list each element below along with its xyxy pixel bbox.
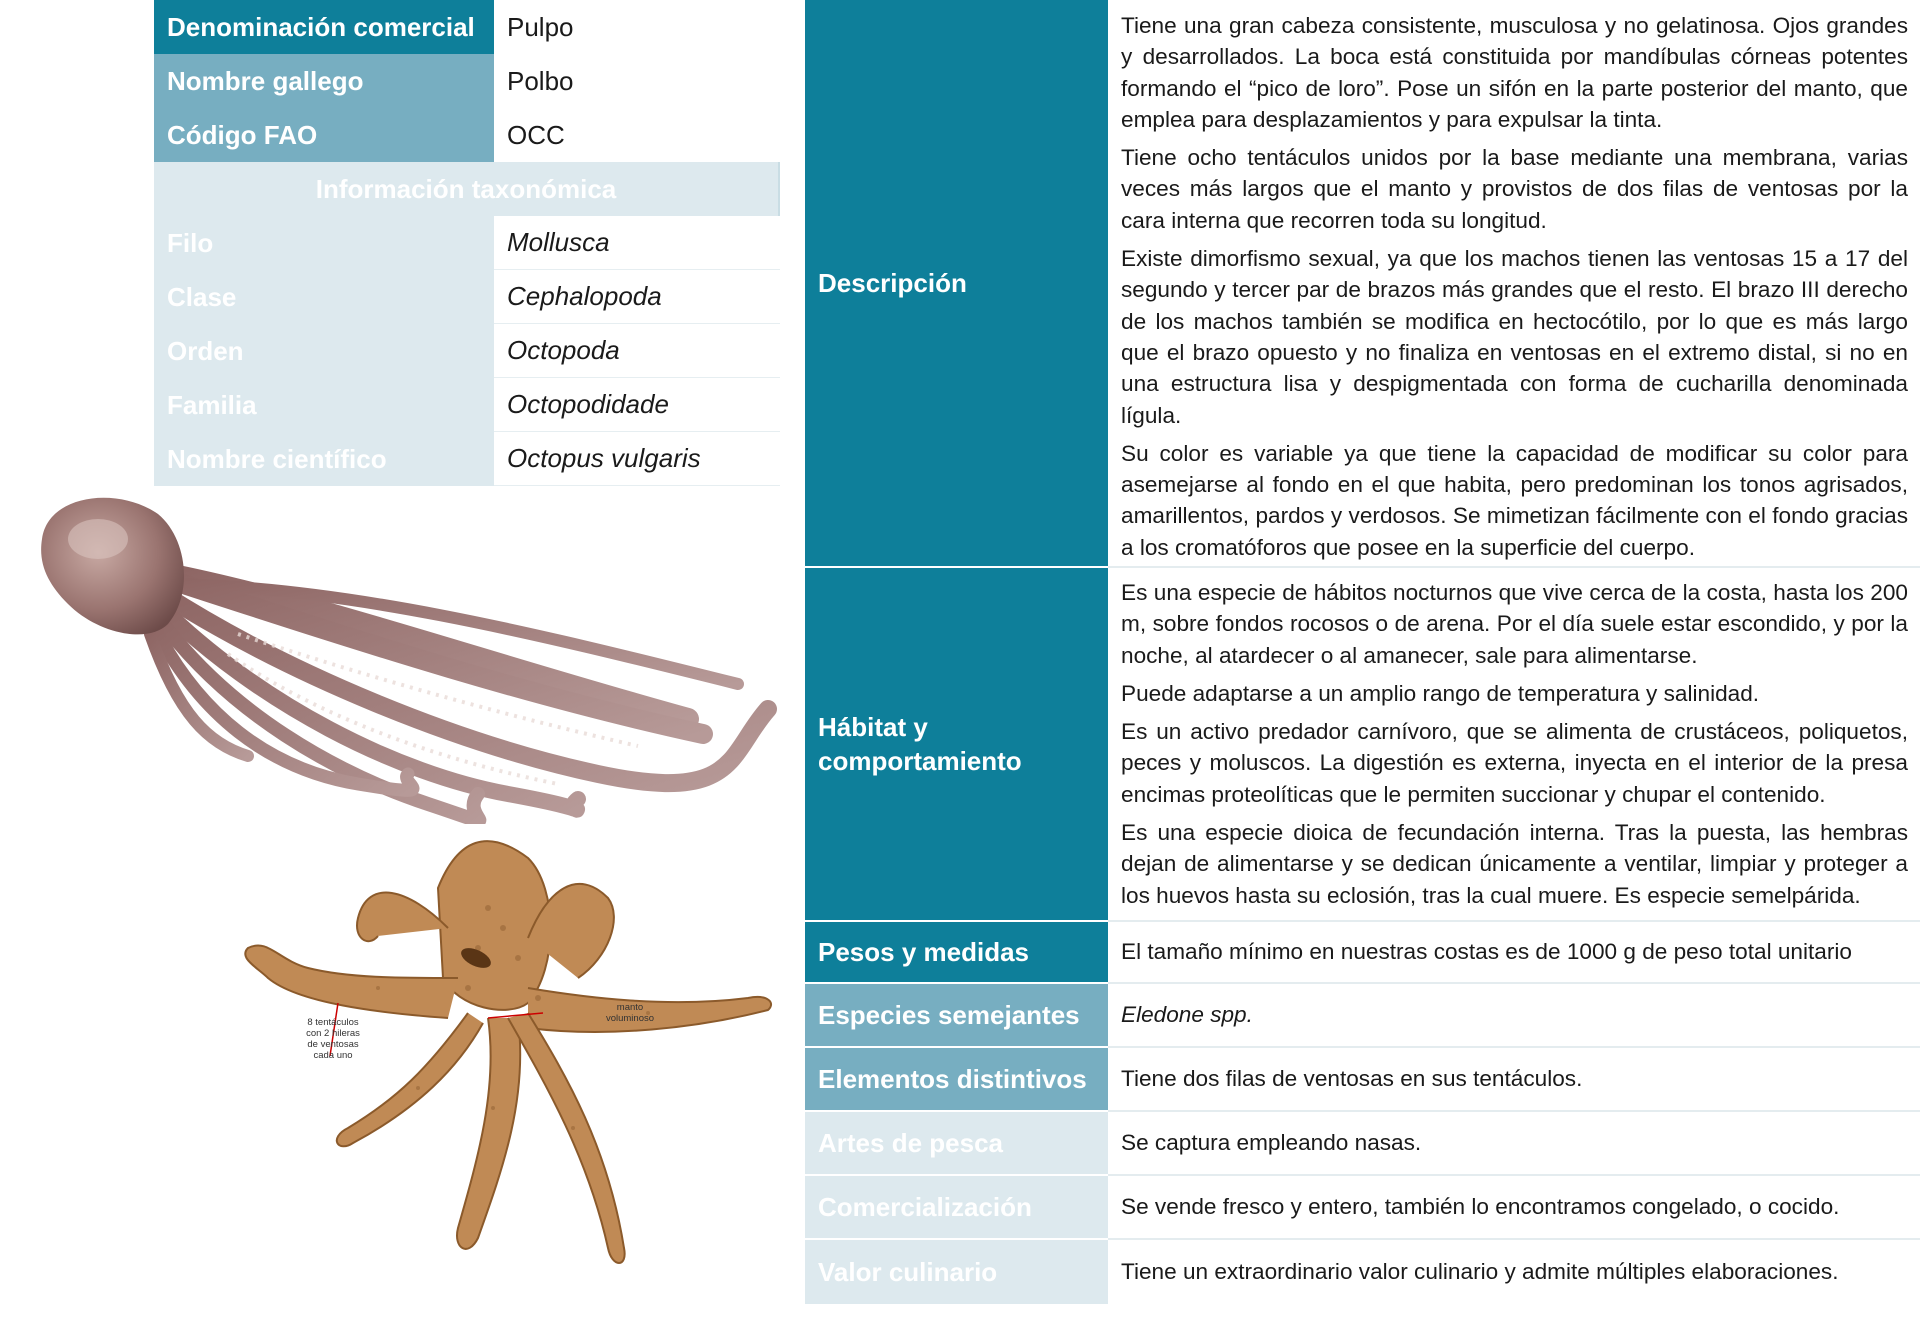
callout-tentacles-line: con 2 hileras (306, 1028, 360, 1039)
label-nombre-gallego: Nombre gallego (154, 54, 494, 108)
label-valor: Valor culinario (805, 1240, 1108, 1304)
habitat-paragraph: Es una especie de hábitos nocturnos que vive cerca de la costa, hasta los 200 m, sobre fondos rocosos o de arena. Por el día suele estar escondido, y por la noche, al atardecer o al amanecer, sale para alimentarse. (1121, 580, 1908, 668)
label-familia: Familia (154, 378, 494, 432)
habitat-cell (1108, 571, 1920, 920)
callout-tentacles-line: 8 tentáculos (307, 1017, 359, 1028)
octopus-illustration (228, 828, 780, 1304)
label-denominacion: Denominación comercial (154, 0, 494, 54)
label-nombre-cientifico: Nombre científico (154, 432, 494, 486)
row-denominacion (154, 0, 780, 54)
label-habitat-line1: Hábitat y (818, 712, 928, 742)
taxonomy-heading: Información taxonómica (154, 162, 780, 216)
callout-mantle (598, 1002, 662, 1024)
value-especies: Eledone spp. (1121, 1002, 1253, 1028)
row-clase (154, 270, 780, 324)
octopus-photo (38, 484, 780, 824)
descripcion-paragraph: Tiene ocho tentáculos unidos por la base mediante una membrana, varias veces más largos que el manto y provistos de dos filas de ventosas por la cara interna que recorren toda su longitud. (1121, 145, 1908, 233)
row-nombre-gallego (154, 54, 780, 108)
habitat-paragraph: Es una especie dioica de fecundación interna. Tras la puesta, las hembras dejan de alimentarse y se dedican únicamente a ventilar, limpiar y proteger a los huevos hasta su eclosión, tras la cual muere. Es especie semelpárida. (1121, 820, 1908, 908)
value-codigo-fao: OCC (494, 108, 780, 162)
descripcion-cell (1108, 4, 1920, 566)
habitat-paragraph: Es un activo predador carnívoro, que se alimenta de crustáceos, poliquetos, peces y moluscos. La digestión es externa, inyecta en el interior de la presa encimas proteolíticas que le permiten succionar y chupar el contenido. (1121, 719, 1908, 807)
value-orden: Octopoda (494, 324, 780, 378)
label-elementos: Elementos distintivos (805, 1048, 1108, 1110)
descripcion-paragraph: Existe dimorfismo sexual, ya que los machos tienen las ventosas 15 a 17 del segundo y tercer par de brazos más grandes que el resto. El brazo III derecho de los machos también se modifica en hectocótilo, por lo que es más largo que el brazo opuesto y no finaliza en ventosas en el extremo distal, si no en una estructura lisa y despigmentada con forma de cucharilla denominada lígula. (1121, 246, 1908, 428)
label-especies: Especies semejantes (805, 984, 1108, 1046)
row-codigo-fao (154, 108, 780, 162)
label-habitat-line2: comportamiento (818, 746, 1022, 776)
label-habitat (805, 568, 1108, 920)
row-filo (154, 216, 780, 270)
row-nombre-cientifico (154, 432, 780, 486)
value-filo: Mollusca (494, 216, 780, 270)
descripcion-paragraph: Su color es variable ya que tiene la capacidad de modificar su color para asemejarse al fondo en el que habita, pero predominan los tonos agrisados, amarillentos, pardos y verdosos. Se mimetizan fácilmente con el fondo gracias a los cromatóforos que posee en la superficie del cuerpo. (1121, 440, 1908, 560)
value-pesos: El tamaño mínimo en nuestras costas es de 1000 g de peso total unitario (1121, 939, 1852, 965)
label-comercializacion: Comercialización (805, 1176, 1108, 1238)
habitat-paragraph: Puede adaptarse a un amplio rango de temperatura y salinidad. (1121, 680, 1760, 706)
value-nombre-gallego: Polbo (494, 54, 780, 108)
label-descripcion: Descripción (805, 0, 1108, 566)
callout-tentacles-line: cada uno (313, 1050, 353, 1061)
descripcion-paragraph: Tiene una gran cabeza consistente, musculosa y no gelatinosa. Ojos grandes y desarrollados. La boca está constituida por mandíbulas córneas potentes formando el “pico de loro”. Pose un sifón en la parte posterior del manto, que emplea para desplazamientos y para expulsar la tinta. (1121, 13, 1908, 132)
label-artes: Artes de pesca (805, 1112, 1108, 1174)
value-elementos: Tiene dos filas de ventosas en sus tentáculos. (1121, 1066, 1583, 1092)
label-codigo-fao: Código FAO (154, 108, 494, 162)
value-clase: Cephalopoda (494, 270, 780, 324)
label-orden: Orden (154, 324, 494, 378)
row-familia (154, 378, 780, 432)
row-divider (1108, 566, 1920, 568)
value-denominacion: Pulpo (494, 0, 780, 54)
label-pesos: Pesos y medidas (805, 922, 1108, 982)
row-orden (154, 324, 780, 378)
value-nombre-cientifico: Octopus vulgaris (494, 432, 780, 486)
callout-mantle-line: voluminoso (605, 1013, 655, 1024)
value-valor: Tiene un extraordinario valor culinario y admite múltiples elaboraciones. (1121, 1259, 1839, 1285)
value-artes: Se captura empleando nasas. (1121, 1130, 1422, 1156)
label-clase: Clase (154, 270, 494, 324)
callout-tentacles (296, 1017, 370, 1061)
callout-mantle-line: manto (616, 1002, 644, 1013)
value-comercializacion: Se vende fresco y entero, también lo encontramos congelado, o cocido. (1121, 1194, 1840, 1220)
value-familia: Octopodidade (494, 378, 780, 432)
callout-tentacles-line: de ventosas (307, 1039, 359, 1050)
label-filo: Filo (154, 216, 494, 270)
